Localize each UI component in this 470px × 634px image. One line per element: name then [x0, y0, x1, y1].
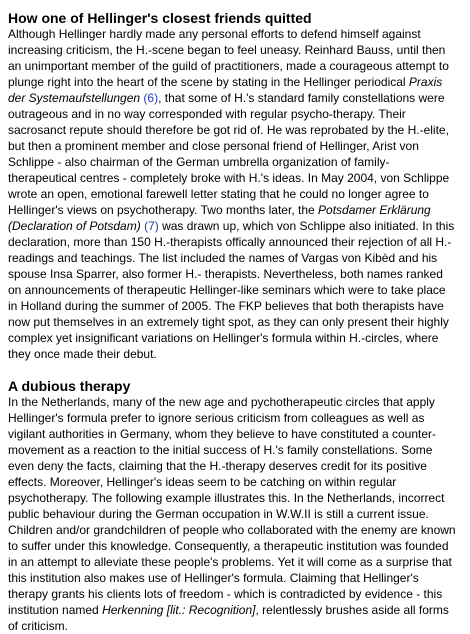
article	[8, 10, 456, 634]
journal-title: Praxis der Systemaufstellungen	[8, 75, 443, 105]
paragraph-text: , relentlessly brushes aside all forms of criticism.	[8, 603, 449, 633]
declaration-title: Potsdamer Erklärung (Declaration of Potsdam)	[8, 203, 431, 233]
section-paragraph	[8, 26, 456, 362]
section-paragraph	[8, 394, 456, 634]
paragraph-text: Although Hellinger hardly made any personal efforts to defend himself against increasing criticism, the H.-scene began to feel uneasy. Reinhard Bauss, until then an unimportant member of the guild of practitioners, made a courageous attempt to plunge right into the heart of the scene by stating in the Hellinger periodical	[8, 27, 449, 89]
reference-link-6[interactable]: (6)	[143, 91, 159, 105]
section-hellinger-friend-quitted	[8, 10, 456, 362]
paragraph-text: In the Netherlands, many of the new age and pychotherapeutic circles that apply Hellinger's formula prefer to ignore serious criticism from colleagues as well as vigilant authorities in Germany, whom they believe to have constituted a counter-movement as a reaction to the initial success of H.'s family constellations. Some even deny the facts, claiming that the H.-therapy deserves credit for its positive effects. Moreover, Hellinger's ideas seem to be catching on within regular psychotherapy. The following example illustrates this. In the Netherlands, incorrect public behaviour during the German occupation in W.W.II is still a current issue. Children and/or grandchildren of people who collaborated with the enemy are known to suffer under this knowledge. Consequently, a therapeutic institution was founded in an attempt to alleviate these people's problems. Yet it will come as a surprise that this institution also makes use of Hellinger's formula. Claiming that Hellinger's therapy grants his clients lots of freedom - which is contradicted by evidence - this institution named	[8, 395, 456, 617]
section-dubious-therapy	[8, 378, 456, 634]
institution-name: Herkenning [lit.: Recognition]	[102, 603, 256, 617]
reference-link-7[interactable]: (7)	[144, 219, 159, 233]
section-heading: How one of Hellinger's closest friends quitted	[8, 10, 312, 26]
paragraph-text: , that some of H.'s standard family constellations were outrageous and in no way corresponded with regular psycho-therapy. Their sacrosanct repute should therefore be got rid of. He was reprobated by the H.-elite, but then a prominent member and close personal friend of Hellinger, Arist von Schlippe - also chairman of the German umbrella organization of family-therapeutical centres - completely broke with H.'s ideas. In May 2004, von Schlippe wrote an open, emotional farewell letter stating that he could no longer agree to Hellinger's views on psychotherapy. Two months later, the	[8, 91, 450, 217]
section-heading: A dubious therapy	[8, 378, 131, 394]
paragraph-text: was drawn up, which von Schlippe also initiated. In this declaration, more than 150 H.-therapists offically announced their rejection of all H.-readings and teachings. The list included the names of Vargas von Kibèd and his spouse Insa Sparrer, also former H.- therapists. Nevertheless, both names ranked on announcements of therapeutic Hellinger-like seminars which were to take place in Holland during the summer of 2005. The FKP believes that both therapists have now put themselves in an extremely tight spot, as they can only present their highly complex yet insignificant variations on Hellinger's formula within H.-circles, where they once made their debut.	[8, 219, 455, 361]
